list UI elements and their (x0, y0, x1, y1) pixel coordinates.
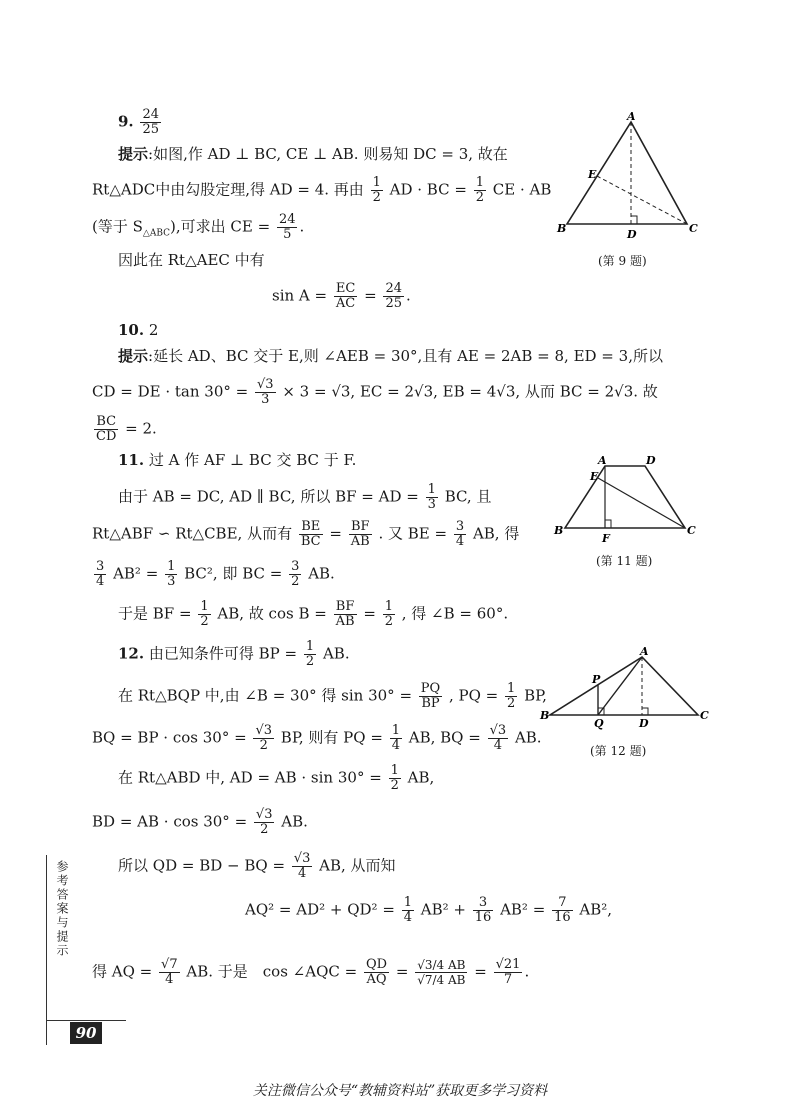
svg-text:F: F (602, 532, 610, 544)
svg-text:E: E (590, 470, 599, 483)
q12-line3: BQ = BP · cos 30° = $\frac{√3}{2}$ BP, 则有 PQ = $\frac{1}{4}$ AB, BQ = $\frac{√3}{4}$ AB. (92, 723, 542, 753)
svg-text:D: D (639, 717, 649, 730)
page-number: 90 (70, 1022, 102, 1044)
svg-text:A: A (640, 645, 649, 658)
svg-text:B: B (557, 222, 567, 235)
q9-line3: (等于 $S_{\triangle ABC}$),可求出 CE = $\frac{24}{5}$ . (92, 212, 305, 242)
q12-caption: (第 12 题) (590, 744, 647, 758)
q9-sin: sin A = $\frac{EC}{AC}$ = $\frac{24}{25}$ . (272, 281, 411, 311)
sidebar-rule (46, 855, 47, 1045)
q10-header: 10. 2 (118, 321, 159, 339)
q10-line3: $\frac{BC}{CD}$ = 2. (96, 414, 157, 444)
q11-line4: $\frac{3}{4}$ AB² = $\frac{1}{3}$ BC², 即 BC = $\frac{3}{2}$ AB. (96, 559, 335, 589)
svg-text:D: D (627, 228, 637, 241)
q11-figure (550, 452, 710, 544)
svg-text:Q: Q (594, 717, 604, 730)
svg-text:P: P (592, 673, 601, 686)
q12-line5: BD = AB · cos 30° = $\frac{√3}{2}$ AB. (92, 807, 308, 837)
pagenum-rule (46, 1020, 126, 1021)
q9-header: 9. $\frac{24}{25}$ (118, 107, 159, 137)
q9-figure (555, 112, 705, 242)
sidebar-label: 参考答案与提示 (55, 860, 69, 958)
footer-note: 关注微信公众号“教辅资料站”获取更多学习资料 (252, 1083, 548, 1099)
svg-text:B: B (540, 709, 550, 722)
q11-caption: (第 11 题) (596, 554, 653, 568)
q9-line1: 提示:如图,作 AD ⊥ BC, CE ⊥ AB. 则易知 DC = 3, 故在 (118, 145, 508, 163)
svg-text:D: D (646, 454, 656, 467)
q11-line5: 于是 BF = $\frac{1}{2}$ AB, 故 cos B = $\frac{BF}{AB}$ = $\frac{1}{2}$ , 得 ∠B = 60°. (118, 599, 509, 629)
svg-text:A: A (627, 112, 636, 123)
q10-line1: 提示:延长 AD、BC 交于 E,则 ∠AEB = 30°,且有 AE = 2AB = 8, ED = 3,所以 (118, 347, 663, 365)
svg-text:C: C (687, 524, 696, 537)
q9-line2: Rt△ADC中由勾股定理,得 AD = 4. 再由 $\frac{1}{2}$ AD · BC = $\frac{1}{2}$ CE · AB (92, 175, 552, 205)
svg-text:C: C (700, 709, 709, 722)
q12-line7: AQ² = AD² + QD² = $\frac{1}{4}$ AB² + $\frac{3}{16}$ AB² = $\frac{7}{16}$ AB², (245, 895, 613, 925)
svg-text:E: E (588, 168, 597, 181)
q9-caption: (第 9 题) (598, 254, 647, 268)
q12-line2: 在 Rt△BQP 中,由 ∠B = 30° 得 sin 30° = $\frac{PQ}{BP}$ , PQ = $\frac{1}{2}$ BP, (118, 681, 547, 711)
q12-line8: 得 AQ = $\frac{√7}{4}$ AB. 于是 cos ∠AQC = $\frac{QD}{AQ}$ = $\frac{√3/4 AB}{√7/4 AB}$ = $\frac{√21}{7}$ . (92, 957, 530, 987)
q11-line2: 由于 AB = DC, AD ∥ BC, 所以 BF = AD = $\frac{1}{3}$ BC, 且 (118, 482, 492, 512)
q12-line1: 12. 由已知条件可得 BP = $\frac{1}{2}$ AB. (118, 639, 350, 669)
q12-line4: 在 Rt△ABD 中, AD = AB · sin 30° = $\frac{1}{2}$ AB, (118, 763, 435, 793)
q12-figure (538, 645, 718, 735)
q12-line6: 所以 QD = BD − BQ = $\frac{√3}{4}$ AB, 从而知 (118, 851, 396, 881)
q9-line4: 因此在 Rt△AEC 中有 (118, 251, 265, 269)
q11-line3: Rt△ABF ∽ Rt△CBE, 从而有 $\frac{BE}{BC}$ = $\frac{BF}{AB}$ . 又 BE = $\frac{3}{4}$ AB, 得 (92, 519, 520, 549)
svg-text:C: C (689, 222, 698, 235)
q10-line2: CD = DE · tan 30° = $\frac{√3}{3}$ × 3 = √3, EC = 2√3, EB = 4√3, 从而 BC = 2√3. 故 (92, 377, 658, 407)
q11-line1: 11. 过 A 作 AF ⊥ BC 交 BC 于 F. (118, 451, 357, 469)
svg-text:B: B (554, 524, 564, 537)
svg-text:A: A (598, 454, 607, 467)
